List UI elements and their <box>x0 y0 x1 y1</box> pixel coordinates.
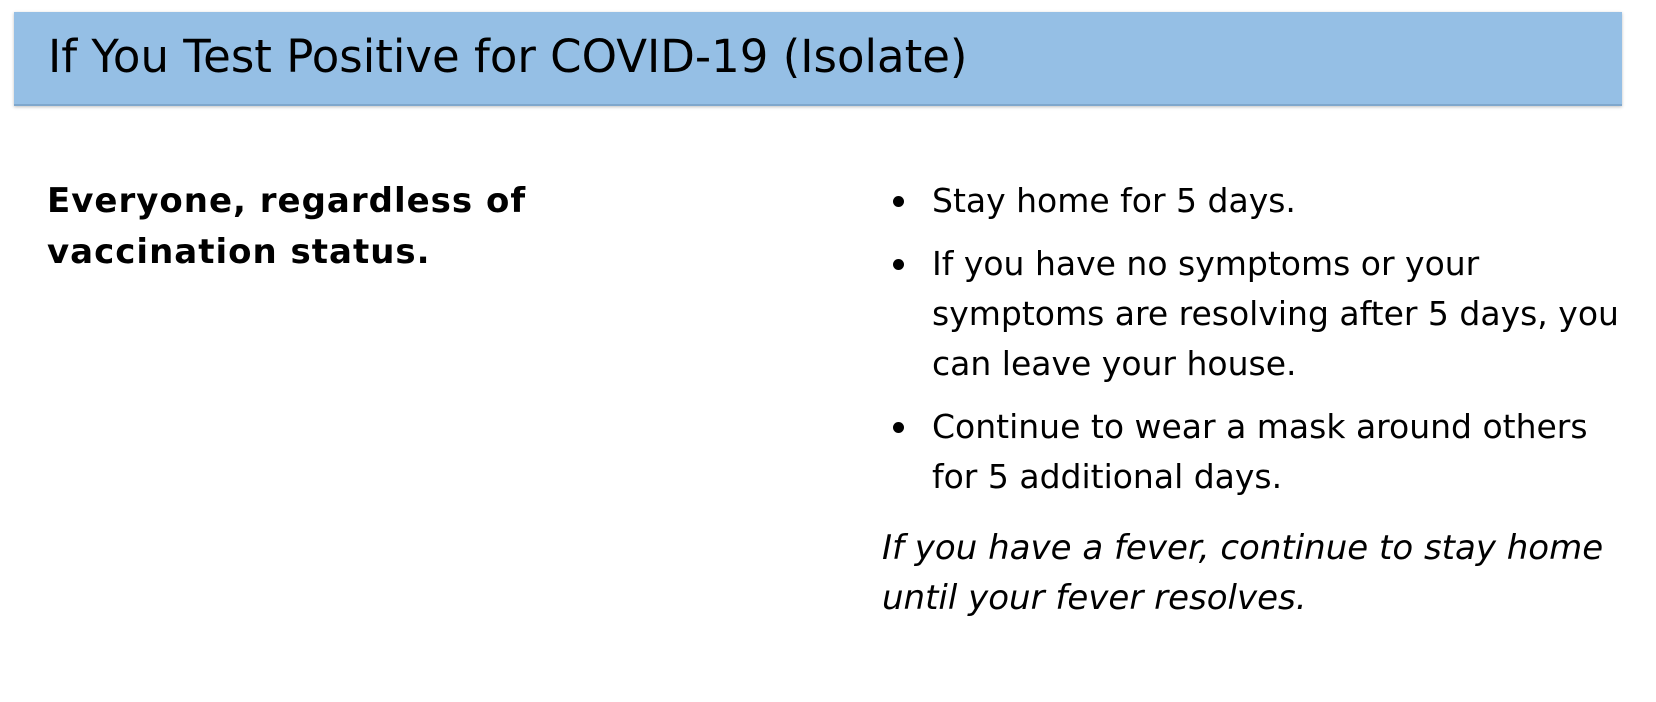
bullet-icon <box>893 422 904 433</box>
guidance-panel <box>882 176 1622 623</box>
list-item-text: If you have no symptoms or your symptoms are resolving after 5 days, you can leave your house. <box>932 244 1619 383</box>
list-item <box>882 239 1622 389</box>
list-item <box>882 402 1622 502</box>
list-item-text: Continue to wear a mask around others for 5 additional days. <box>932 407 1588 496</box>
list-item-text: Stay home for 5 days. <box>932 181 1296 220</box>
list-item <box>882 176 1622 226</box>
bullet-icon <box>893 259 904 270</box>
guidance-list <box>882 176 1622 502</box>
bullet-icon <box>893 196 904 207</box>
fever-note: If you have a fever, continue to stay home until your fever resolves. <box>882 528 1604 618</box>
audience-text: Everyone, regardless of vaccination status. <box>47 181 527 272</box>
section-header <box>14 12 1622 106</box>
section-title: If You Test Positive for COVID-19 (Isolate) <box>48 30 968 83</box>
